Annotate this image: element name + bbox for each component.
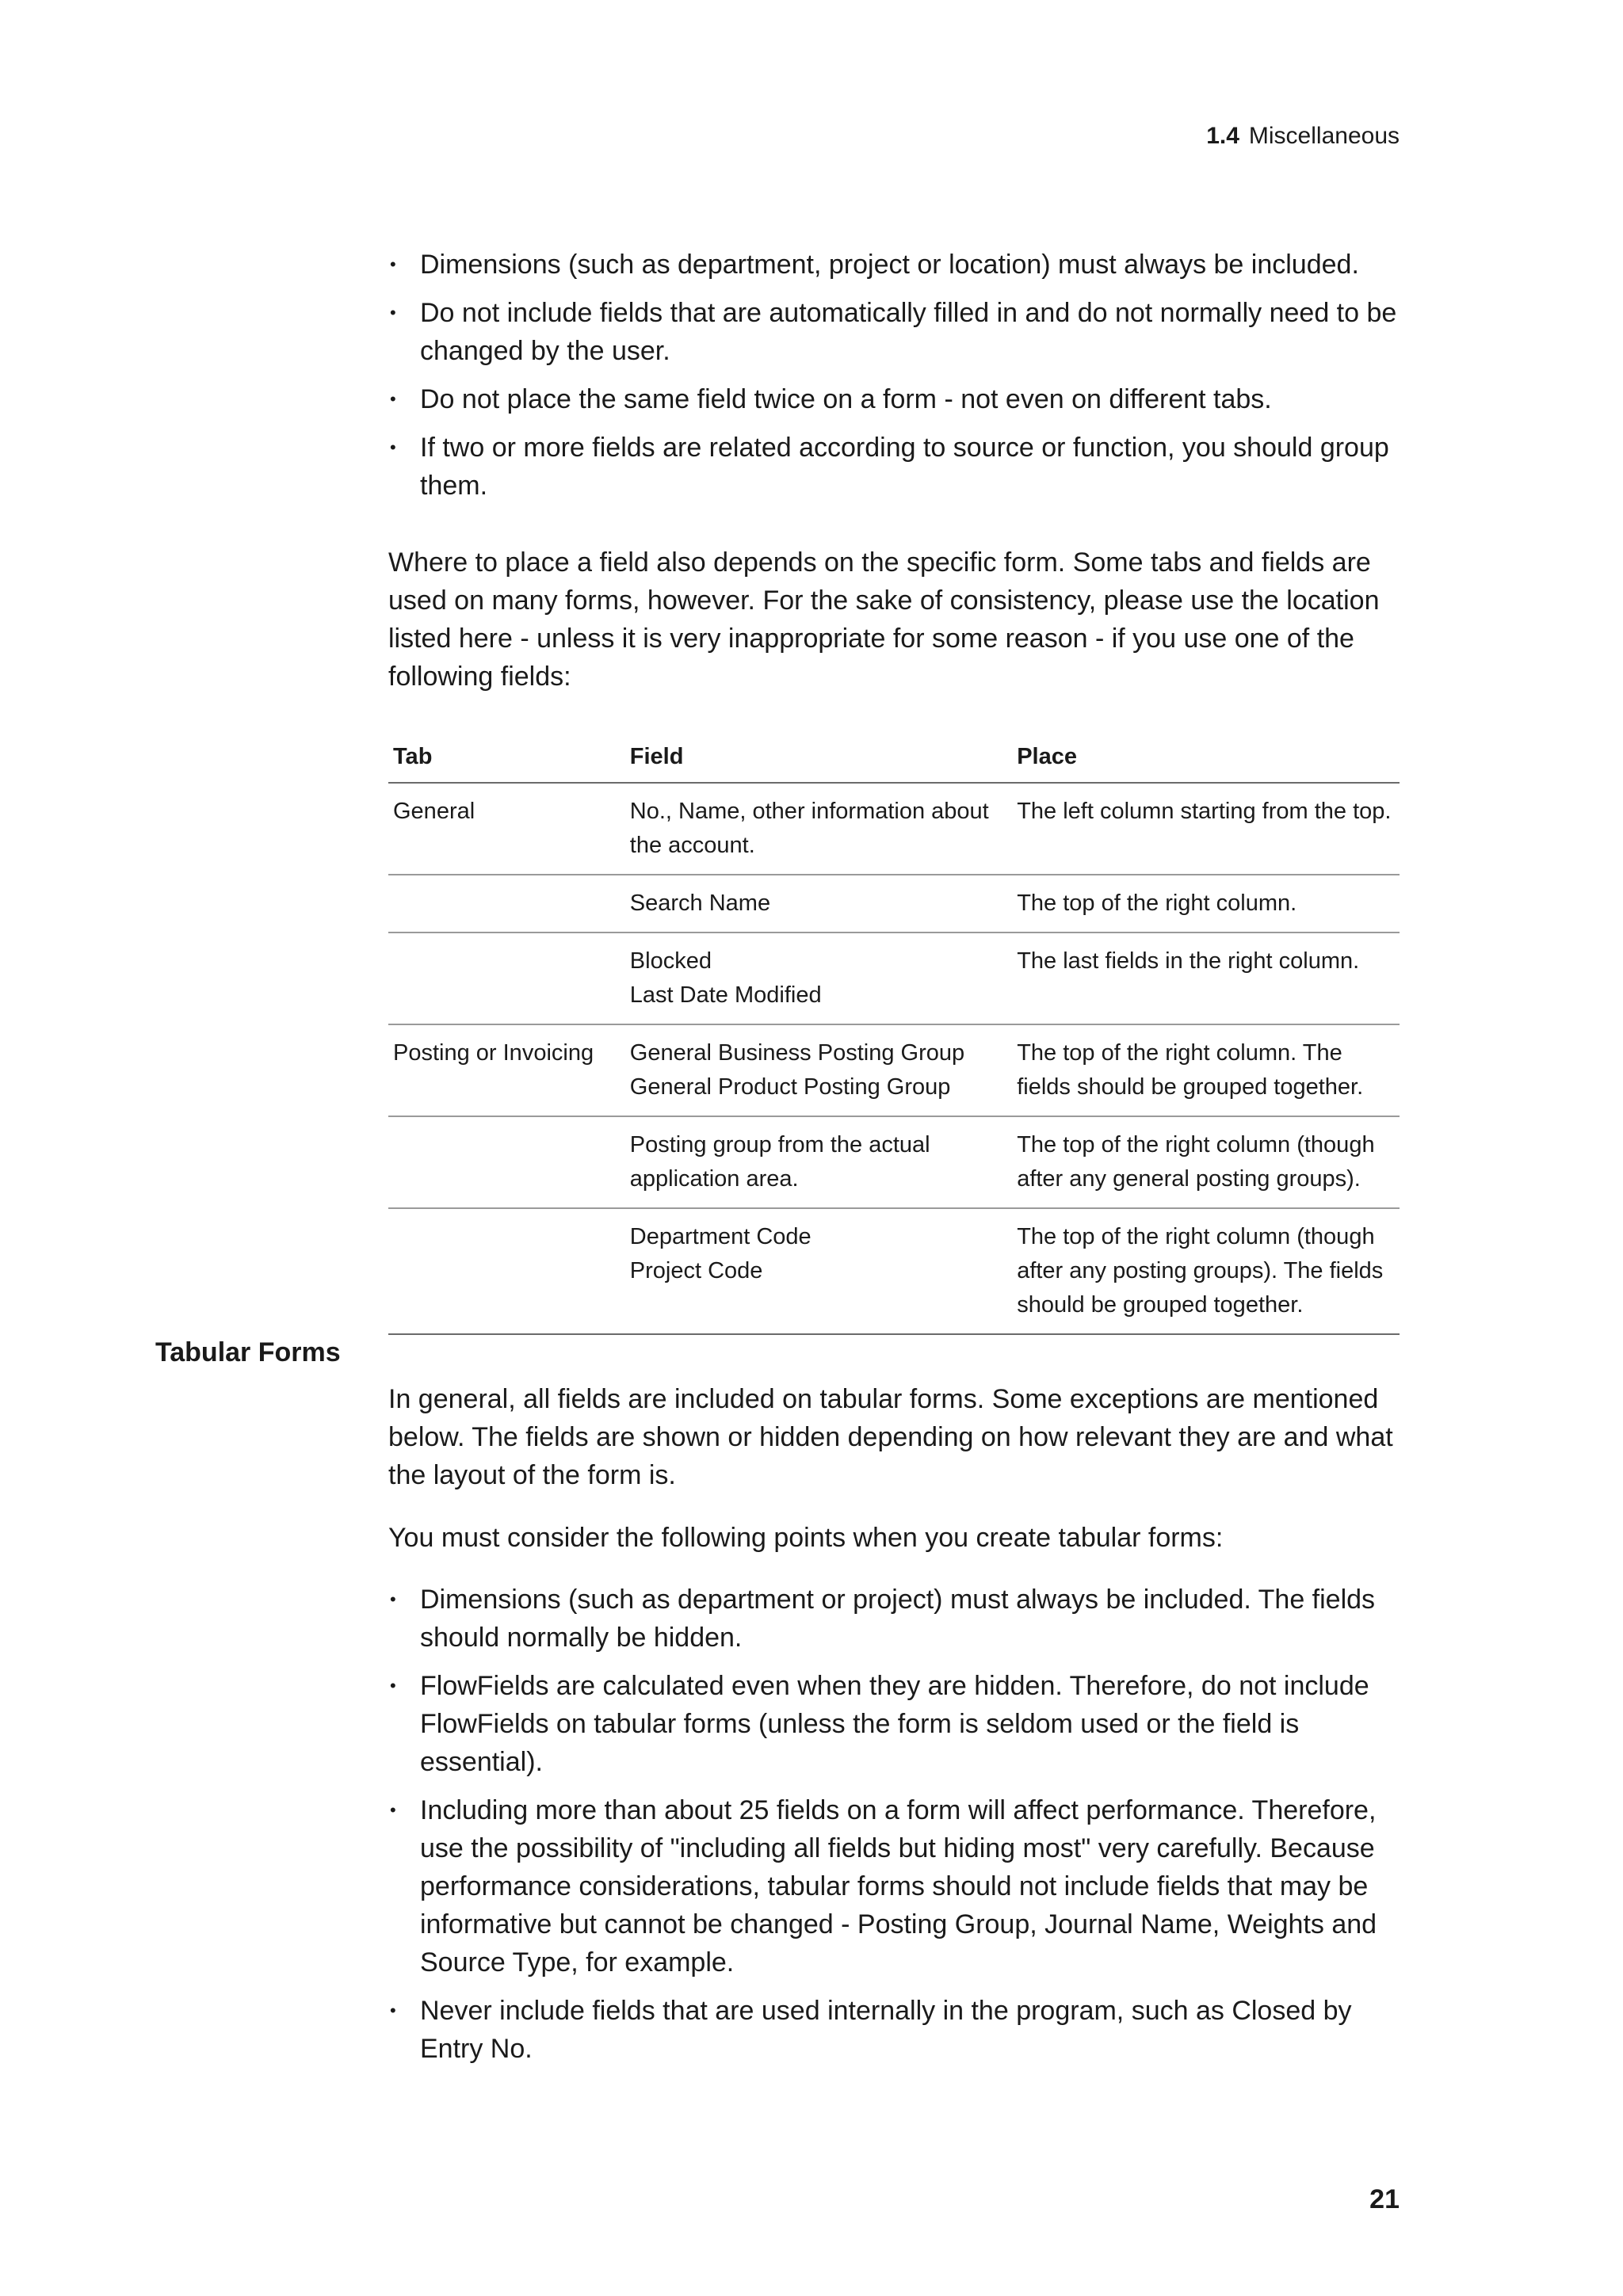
tabular-bullets-wrapper: [388, 1581, 1400, 2078]
cell-field-line: Blocked: [629, 948, 712, 974]
list-item-text: Dimensions (such as department, project or location) must always be included.: [420, 250, 1359, 280]
column-header-place: Place: [1012, 732, 1400, 783]
placement-paragraph: Where to place a field also depends on the specific form. Some tabs and fields are used on many forms, however. For the sake of consistency, please use the location listed here - unless it is very inappropriate for some reason - if you use one of the following fields:: [388, 547, 1380, 692]
cell-field-line: Posting group from the actual application area.: [629, 1132, 930, 1192]
cell-field: [625, 875, 1012, 933]
cell-field: [625, 1024, 1012, 1116]
page-number: 21: [1369, 2184, 1400, 2214]
bullet-icon: •: [390, 2000, 396, 2020]
list-item-text: Do not place the same field twice on a form - not even on different tabs.: [420, 384, 1272, 414]
list-item: [388, 1992, 1400, 2068]
bullet-icon: •: [390, 1589, 396, 1609]
bullet-icon: •: [390, 437, 396, 457]
placement-section: [388, 543, 1400, 696]
list-item: [388, 429, 1400, 505]
list-item: [388, 246, 1400, 284]
cell-tab: [388, 1208, 625, 1334]
field-placement-table: [388, 732, 1400, 1335]
list-item-text: FlowFields are calculated even when they are hidden. Therefore, do not include FlowFields on tabular forms (unless the form is seldom used or the field is essential).: [420, 1671, 1369, 1777]
bullet-icon: •: [390, 1676, 396, 1695]
cell-field-line: Last Date Modified: [629, 982, 822, 1008]
cell-tab: [388, 1116, 625, 1208]
table-row: [388, 1024, 1400, 1116]
placement-table-wrapper: [388, 732, 1400, 1335]
list-item-text: Do not include fields that are automatically filled in and do not normally need to be changed by the user.: [420, 298, 1397, 366]
table-row: [388, 1208, 1400, 1334]
cell-field: [625, 1116, 1012, 1208]
cell-tab: General: [388, 783, 625, 875]
bullet-icon: •: [390, 254, 396, 274]
cell-place: [1012, 1024, 1400, 1116]
tabular-paragraph-1: In general, all fields are included on tabular forms. Some exceptions are mentioned below. The fields are shown or hidden depending on how relevant they are and what the layout of the form is.: [388, 1384, 1393, 1490]
list-item: [388, 1581, 1400, 1657]
cell-field: [625, 1208, 1012, 1334]
column-header-tab: Tab: [388, 732, 625, 783]
list-item: [388, 294, 1400, 370]
list-item: [388, 1667, 1400, 1781]
bullet-icon: •: [390, 1800, 396, 1820]
tabular-section: [388, 1380, 1400, 1494]
tabular-intro: [388, 1519, 1400, 1557]
cell-place: [1012, 1116, 1400, 1208]
list-item-text: Including more than about 25 fields on a form will affect performance. Therefore, use the possibility of "including all fields but hiding most" very carefully. Because performance considerations, tabular forms should not include fields that may be informative but cannot be changed - Posting Group, Journal Name, Weights and Source Type, for example.: [420, 1795, 1377, 1978]
cell-place-line: The top of the right column (though after any general posting groups).: [1017, 1132, 1375, 1192]
intro-section: [388, 246, 1400, 515]
cell-place-line: The last fields in the right column.: [1017, 948, 1360, 974]
cell-tab: [388, 875, 625, 933]
cell-field-line: General Business Posting Group: [629, 1040, 965, 1066]
section-heading-tabular-forms: Tabular Forms: [155, 1337, 341, 1367]
cell-field-line: Department Code: [629, 1224, 812, 1249]
cell-place: [1012, 933, 1400, 1024]
cell-field-line: Search Name: [629, 891, 771, 916]
cell-place-line: The left column starting from the top.: [1017, 799, 1392, 824]
column-header-field: Field: [625, 732, 1012, 783]
tabular-paragraph-2: You must consider the following points when you create tabular forms:: [388, 1523, 1224, 1553]
cell-place: [1012, 1208, 1400, 1334]
cell-field-line: General Product Posting Group: [629, 1074, 951, 1100]
cell-place-line: The top of the right column.: [1017, 891, 1297, 916]
bullet-icon: •: [390, 303, 396, 322]
section-number: 1.4: [1206, 123, 1239, 149]
table-row: [388, 933, 1400, 1024]
list-item-text: Never include fields that are used internally in the program, such as Closed by Entry No.: [420, 1996, 1352, 2064]
list-item-text: Dimensions (such as department or project) must always be included. The fields should normally be hidden.: [420, 1585, 1376, 1653]
list-item-text: If two or more fields are related according to source or function, you should group them.: [420, 433, 1389, 501]
cell-place-line: The top of the right column (though after any posting groups). The fields should be grouped together.: [1017, 1224, 1384, 1318]
cell-place: [1012, 783, 1400, 875]
cell-place: [1012, 875, 1400, 933]
running-header: [1206, 120, 1400, 152]
section-title: Miscellaneous: [1248, 123, 1400, 149]
table-row: [388, 1116, 1400, 1208]
cell-tab: Posting or Invoicing: [388, 1024, 625, 1116]
tabular-bullet-list: [388, 1581, 1400, 2068]
intro-bullet-list: [388, 246, 1400, 505]
list-item: [388, 1791, 1400, 1981]
cell-field-line: Project Code: [629, 1258, 763, 1283]
cell-field: [625, 783, 1012, 875]
cell-tab: [388, 933, 625, 1024]
list-item: [388, 380, 1400, 418]
cell-place-line: The top of the right column. The fields should be grouped together.: [1017, 1040, 1364, 1100]
cell-field-line: No., Name, other information about the account.: [629, 799, 989, 858]
bullet-icon: •: [390, 389, 396, 409]
table-header-row: [388, 732, 1400, 783]
table-row: [388, 783, 1400, 875]
table-row: [388, 875, 1400, 933]
cell-field: [625, 933, 1012, 1024]
